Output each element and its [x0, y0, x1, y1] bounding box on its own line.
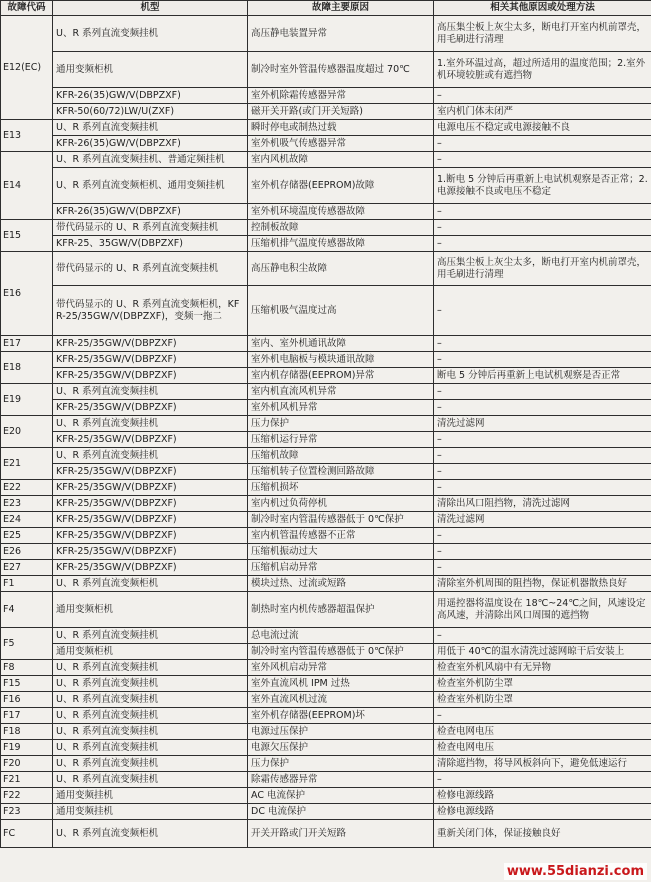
model-cell: 通用变频柜机: [53, 644, 248, 660]
cause-cell: 高压静电装置异常: [248, 16, 434, 52]
model-cell: 带代码显示的 U、R 系列直流变频挂机: [53, 220, 248, 236]
model-cell: U、R 系列直流变频挂机: [53, 120, 248, 136]
method-cell: 1.室外环温过高，超过所适用的温度范围；2.室外机环境较脏或有遮挡物: [434, 52, 651, 88]
cause-cell: 室内风机故障: [248, 152, 434, 168]
cause-cell: 室内机过负荷停机: [248, 496, 434, 512]
cause-cell: 室外机除霜传感器异常: [248, 88, 434, 104]
table-row: [1, 168, 651, 204]
table-row: [1, 464, 651, 480]
code-cell: F8: [1, 660, 53, 676]
header-method: 相关其他原因或处理方法: [434, 1, 651, 16]
cause-cell: 高压静电积尘故障: [248, 252, 434, 286]
cause-cell: DC 电流保护: [248, 804, 434, 820]
method-cell: –: [434, 560, 651, 576]
model-cell: U、R 系列直流变频挂机: [53, 708, 248, 724]
method-cell: –: [434, 286, 651, 336]
model-cell: KFR-26(35)GW/V(DBPZXF): [53, 136, 248, 152]
cause-cell: 室外机电脑板与模块通讯故障: [248, 352, 434, 368]
method-cell: –: [434, 544, 651, 560]
code-cell: F5: [1, 628, 53, 660]
code-cell: E25: [1, 528, 53, 544]
method-cell: 清洗过滤网: [434, 512, 651, 528]
model-cell: U、R 系列直流变频挂机: [53, 16, 248, 52]
method-cell: 清除室外机周围的阻挡物，保证机器散热良好: [434, 576, 651, 592]
code-cell: F19: [1, 740, 53, 756]
method-cell: 用低于 40℃的温水清洗过滤网晾干后安装上: [434, 644, 651, 660]
table-row: [1, 772, 651, 788]
model-cell: 通用变频柜机: [53, 592, 248, 628]
model-cell: KFR-25/35GW/V(DBPZXF): [53, 560, 248, 576]
code-cell: E20: [1, 416, 53, 448]
method-cell: –: [434, 236, 651, 252]
model-cell: U、R 系列直流变频挂机: [53, 660, 248, 676]
cause-cell: 制热时室内机传感器超温保护: [248, 592, 434, 628]
cause-cell: 室内机直流风机异常: [248, 384, 434, 400]
method-cell: 电源电压不稳定或电源接触不良: [434, 120, 651, 136]
method-cell: 检查室外机防尘罩: [434, 692, 651, 708]
method-cell: 检查电网电压: [434, 740, 651, 756]
method-cell: 用遥控器将温度设在 18℃~24℃之间，风速设定高风速，并清除出风口周围的遮挡物: [434, 592, 651, 628]
code-cell: E21: [1, 448, 53, 480]
table-row: [1, 644, 651, 660]
code-cell: F20: [1, 756, 53, 772]
table-row: [1, 16, 651, 52]
table-row: [1, 384, 651, 400]
method-cell: –: [434, 352, 651, 368]
cause-cell: AC 电流保护: [248, 788, 434, 804]
model-cell: U、R 系列直流变频挂机: [53, 772, 248, 788]
table-row: [1, 708, 651, 724]
code-cell: F4: [1, 592, 53, 628]
cause-cell: 室外机风机异常: [248, 400, 434, 416]
code-cell: E15: [1, 220, 53, 252]
cause-cell: 压缩机损坏: [248, 480, 434, 496]
cause-cell: 室内机存储器(EEPROM)异常: [248, 368, 434, 384]
table-row: [1, 724, 651, 740]
table-row: [1, 576, 651, 592]
cause-cell: 电源过压保护: [248, 724, 434, 740]
model-cell: KFR-25/35GW/V(DBPZXF): [53, 368, 248, 384]
model-cell: U、R 系列直流变频挂机: [53, 416, 248, 432]
table-row: [1, 252, 651, 286]
method-cell: 清洗过滤网: [434, 416, 651, 432]
model-cell: KFR-26(35)GW/V(DBPZXF): [53, 204, 248, 220]
code-cell: E12(EC): [1, 16, 53, 120]
model-cell: U、R 系列直流变频挂机: [53, 740, 248, 756]
table-row: [1, 448, 651, 464]
model-cell: U、R 系列直流变频挂机: [53, 384, 248, 400]
method-cell: –: [434, 628, 651, 644]
method-cell: 高压集尘板上灰尘太多，断电打开室内机前罩壳，用毛刷进行清理: [434, 252, 651, 286]
table-row: [1, 236, 651, 252]
code-cell: F15: [1, 676, 53, 692]
model-cell: 带代码显示的 U、R 系列直流变频挂机: [53, 252, 248, 286]
header-cause: 故障主要原因: [248, 1, 434, 16]
code-cell: F21: [1, 772, 53, 788]
header-model: 机型: [53, 1, 248, 16]
table-row: [1, 52, 651, 88]
cause-cell: 制冷时室内管温传感器低于 0℃保护: [248, 512, 434, 528]
model-cell: KFR-25/35GW/V(DBPZXF): [53, 480, 248, 496]
code-cell: E22: [1, 480, 53, 496]
table-row: [1, 136, 651, 152]
table-row: [1, 152, 651, 168]
table-row: [1, 416, 651, 432]
code-cell: E16: [1, 252, 53, 336]
cause-cell: 模块过热、过流或短路: [248, 576, 434, 592]
code-cell: F1: [1, 576, 53, 592]
table-row: [1, 804, 651, 820]
method-cell: –: [434, 152, 651, 168]
method-cell: 检修电源线路: [434, 804, 651, 820]
model-cell: U、R 系列直流变频挂机: [53, 628, 248, 644]
header-code: 故障代码: [1, 1, 53, 16]
table-row: [1, 788, 651, 804]
model-cell: U、R 系列直流变频挂机: [53, 676, 248, 692]
table-row: [1, 368, 651, 384]
model-cell: KFR-25/35GW/V(DBPZXF): [53, 464, 248, 480]
method-cell: –: [434, 708, 651, 724]
table-row: [1, 480, 651, 496]
cause-cell: 压缩机启动异常: [248, 560, 434, 576]
code-cell: E23: [1, 496, 53, 512]
method-cell: 重新关闭门体，保证接触良好: [434, 820, 651, 848]
model-cell: U、R 系列直流变频挂机: [53, 448, 248, 464]
model-cell: KFR-25/35GW/V(DBPZXF): [53, 400, 248, 416]
model-cell: KFR-25、35GW/V(DBPZXF): [53, 236, 248, 252]
code-cell: F23: [1, 804, 53, 820]
cause-cell: 制冷时室外管温传感器温度超过 70℃: [248, 52, 434, 88]
code-cell: E13: [1, 120, 53, 152]
code-cell: E24: [1, 512, 53, 528]
code-cell: F22: [1, 788, 53, 804]
code-cell: E14: [1, 152, 53, 220]
model-cell: U、R 系列直流变频挂机、普通定频挂机: [53, 152, 248, 168]
table-row: [1, 104, 651, 120]
code-cell: E27: [1, 560, 53, 576]
cause-cell: 压缩机排气温度传感器故障: [248, 236, 434, 252]
method-cell: 清除遮挡物，将导风板斜向下，避免低速运行: [434, 756, 651, 772]
cause-cell: 室外直流风机过流: [248, 692, 434, 708]
cause-cell: 压缩机振动过大: [248, 544, 434, 560]
model-cell: 通用变频柜机: [53, 52, 248, 88]
code-cell: E19: [1, 384, 53, 416]
model-cell: 带代码显示的 U、R 系列直流变频柜机，KFR-25/35GW/V(DBPZXF)，变频一拖二: [53, 286, 248, 336]
cause-cell: 室外风机启动异常: [248, 660, 434, 676]
model-cell: KFR-25/35GW/V(DBPZXF): [53, 336, 248, 352]
method-cell: –: [434, 480, 651, 496]
cause-cell: 压缩机转子位置检测回路故障: [248, 464, 434, 480]
table-row: [1, 496, 651, 512]
cause-cell: 压缩机吸气温度过高: [248, 286, 434, 336]
model-cell: U、R 系列直流变频挂机: [53, 692, 248, 708]
method-cell: 室内机门体未闭严: [434, 104, 651, 120]
table-row: [1, 544, 651, 560]
method-cell: –: [434, 528, 651, 544]
model-cell: U、R 系列直流变频柜机、通用变频挂机: [53, 168, 248, 204]
table-row: [1, 220, 651, 236]
cause-cell: 室外直流风机 IPM 过热: [248, 676, 434, 692]
table-row: [1, 756, 651, 772]
cause-cell: 磁开关开路(或门开关短路): [248, 104, 434, 120]
method-cell: –: [434, 136, 651, 152]
table-row: [1, 400, 651, 416]
method-cell: 断电 5 分钟后再重新上电试机观察是否正常: [434, 368, 651, 384]
method-cell: –: [434, 400, 651, 416]
model-cell: KFR-25/35GW/V(DBPZXF): [53, 512, 248, 528]
method-cell: –: [434, 772, 651, 788]
model-cell: 通用变频挂机: [53, 804, 248, 820]
model-cell: KFR-25/35GW/V(DBPZXF): [53, 528, 248, 544]
site-watermark: www.55dianzi.com: [504, 863, 647, 880]
table-row: [1, 336, 651, 352]
table-row: [1, 692, 651, 708]
method-cell: –: [434, 204, 651, 220]
code-cell: F18: [1, 724, 53, 740]
table-row: [1, 628, 651, 644]
method-cell: –: [434, 432, 651, 448]
cause-cell: 除霜传感器异常: [248, 772, 434, 788]
method-cell: –: [434, 336, 651, 352]
cause-cell: 制冷时室内管温传感器低于 0℃保护: [248, 644, 434, 660]
table-row: [1, 88, 651, 104]
table-row: [1, 352, 651, 368]
model-cell: 通用变频挂机: [53, 788, 248, 804]
method-cell: –: [434, 448, 651, 464]
cause-cell: 压缩机故障: [248, 448, 434, 464]
method-cell: 高压集尘板上灰尘太多，断电打开室内机前罩壳，用毛刷进行清理: [434, 16, 651, 52]
method-cell: –: [434, 384, 651, 400]
method-cell: 检查电网电压: [434, 724, 651, 740]
model-cell: U、R 系列直流变频挂机: [53, 724, 248, 740]
code-cell: F17: [1, 708, 53, 724]
cause-cell: 室内、室外机通讯故障: [248, 336, 434, 352]
cause-cell: 压力保护: [248, 756, 434, 772]
method-cell: 检查室外机防尘罩: [434, 676, 651, 692]
code-cell: E17: [1, 336, 53, 352]
table-row: [1, 120, 651, 136]
cause-cell: 总电流过流: [248, 628, 434, 644]
model-cell: U、R 系列直流变频柜机: [53, 576, 248, 592]
table-header-row: [1, 1, 651, 16]
model-cell: KFR-50(60/72)LW/U(ZXF): [53, 104, 248, 120]
table-row: [1, 592, 651, 628]
cause-cell: 室内机管温传感器不正常: [248, 528, 434, 544]
cause-cell: 压缩机运行异常: [248, 432, 434, 448]
model-cell: KFR-25/35GW/V(DBPZXF): [53, 496, 248, 512]
cause-cell: 室外机存储器(EEPROM)坏: [248, 708, 434, 724]
method-cell: –: [434, 464, 651, 480]
table-row: [1, 286, 651, 336]
method-cell: 1.断电 5 分钟后再重新上电试机观察是否正常；2.电源接触不良或电压不稳定: [434, 168, 651, 204]
table-row: [1, 432, 651, 448]
code-cell: F16: [1, 692, 53, 708]
method-cell: –: [434, 88, 651, 104]
model-cell: U、R 系列直流变频柜机: [53, 820, 248, 848]
table-row: [1, 512, 651, 528]
model-cell: U、R 系列直流变频挂机: [53, 756, 248, 772]
cause-cell: 开关开路或门开关短路: [248, 820, 434, 848]
cause-cell: 室外机环境温度传感器故障: [248, 204, 434, 220]
model-cell: KFR-25/35GW/V(DBPZXF): [53, 352, 248, 368]
method-cell: 检修电源线路: [434, 788, 651, 804]
code-cell: E26: [1, 544, 53, 560]
cause-cell: 室外机吸气传感器异常: [248, 136, 434, 152]
table-row: [1, 660, 651, 676]
model-cell: KFR-26(35)GW/V(DBPZXF): [53, 88, 248, 104]
table-row: [1, 676, 651, 692]
cause-cell: 压力保护: [248, 416, 434, 432]
model-cell: KFR-25/35GW/V(DBPZXF): [53, 432, 248, 448]
code-cell: E18: [1, 352, 53, 384]
cause-cell: 室外机存储器(EEPROM)故障: [248, 168, 434, 204]
method-cell: 检查室外机风扇中有无异物: [434, 660, 651, 676]
table-row: [1, 820, 651, 848]
cause-cell: 电源欠压保护: [248, 740, 434, 756]
method-cell: 清除出风口阻挡物，清洗过滤网: [434, 496, 651, 512]
method-cell: –: [434, 220, 651, 236]
cause-cell: 瞬时停电或制热过载: [248, 120, 434, 136]
code-cell: FC: [1, 820, 53, 848]
table-row: [1, 740, 651, 756]
table-row: [1, 204, 651, 220]
table-row: [1, 560, 651, 576]
table-row: [1, 528, 651, 544]
model-cell: KFR-25/35GW/V(DBPZXF): [53, 544, 248, 560]
cause-cell: 控制板故障: [248, 220, 434, 236]
